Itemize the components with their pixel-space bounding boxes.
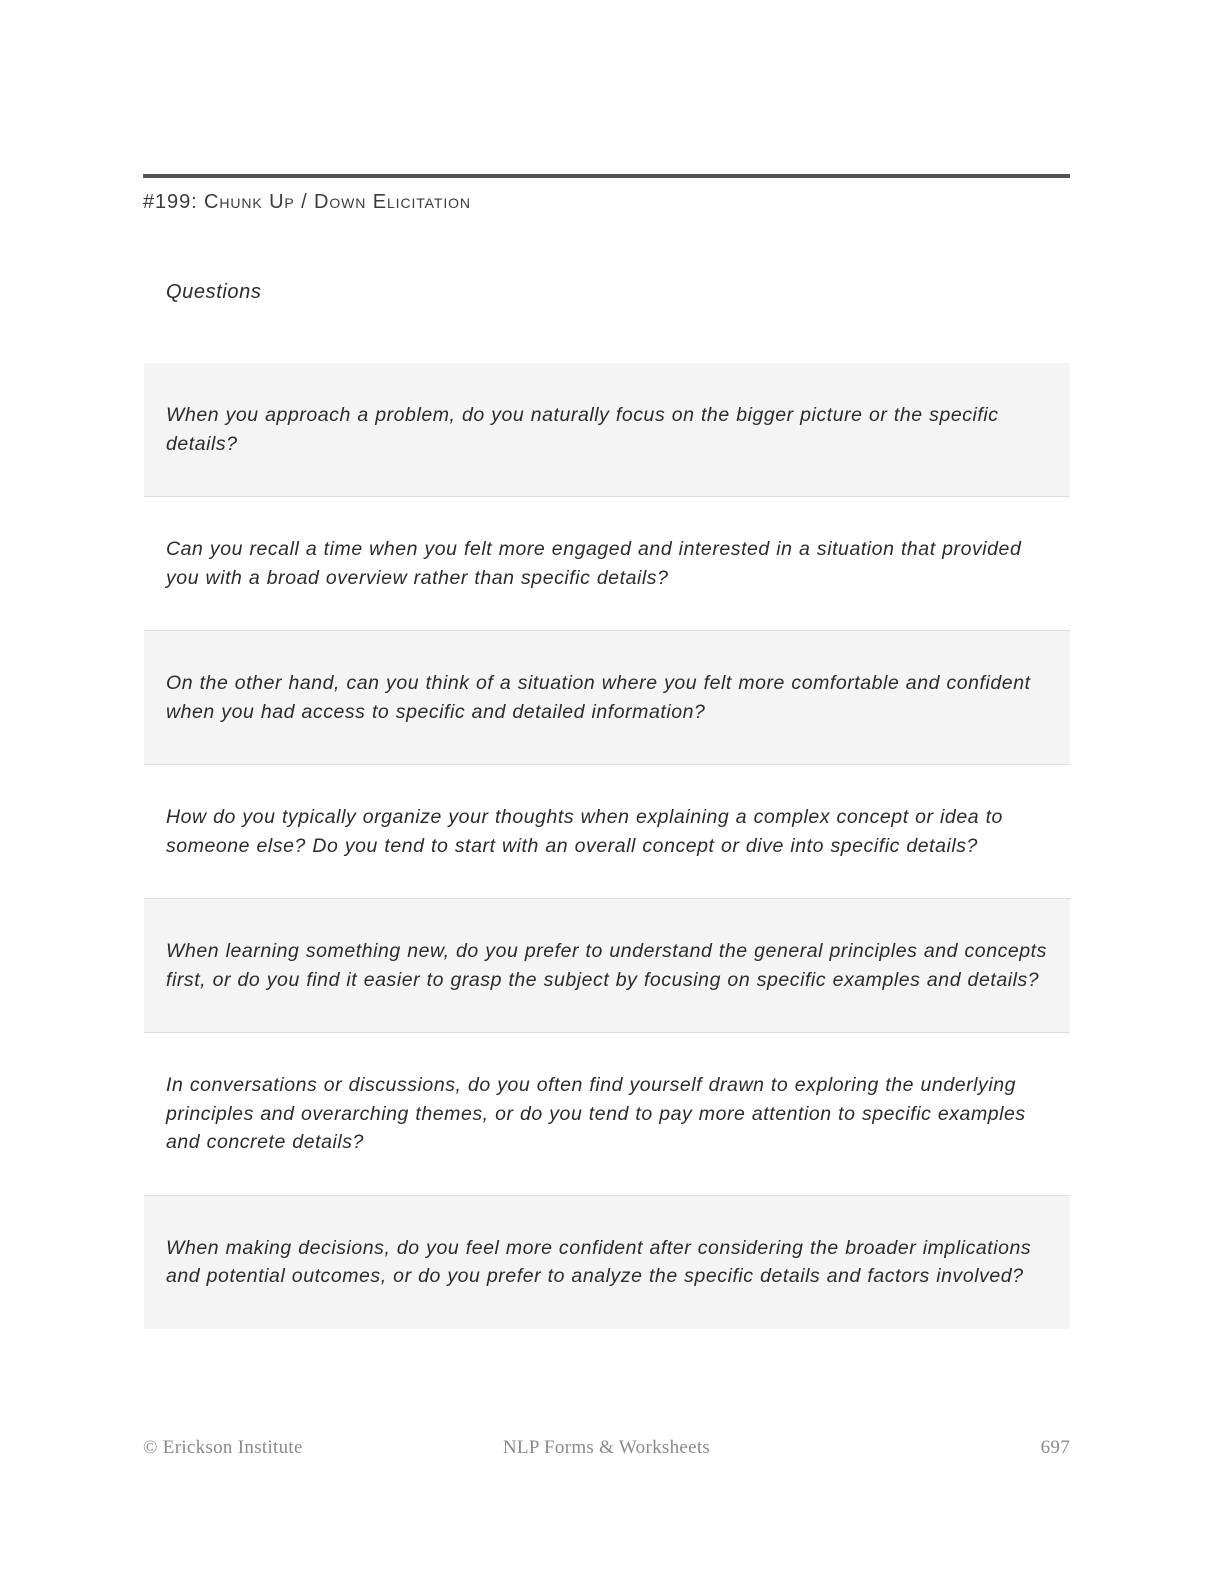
question-row — [144, 363, 1070, 496]
question-text: When learning something new, do you prefer to understand the general principles and concepts first, or do you find it easier to grasp the subject by focusing on specific examples and details? — [166, 940, 1047, 991]
question-text: In conversations or discussions, do you often find yourself drawn to exploring the underlying principles and overarching themes, or do you tend to pay more attention to specific examples and concrete details? — [166, 1074, 1026, 1153]
section-label-questions: Questions — [166, 281, 262, 303]
questions-list — [144, 363, 1070, 1329]
footer-title: NLP Forms & Worksheets — [502, 1437, 711, 1458]
question-row — [144, 1032, 1070, 1195]
question-row — [144, 764, 1070, 898]
footer-copyright: © Erickson Institute — [143, 1437, 303, 1458]
question-row — [144, 898, 1070, 1032]
question-text: When making decisions, do you feel more confident after considering the broader implications and potential outcomes, or do you prefer to analyze the specific details and factors involved? — [166, 1236, 1032, 1287]
question-text: When you approach a problem, do you naturally focus on the bigger picture or the specific details? — [166, 404, 999, 455]
question-text: Can you recall a time when you felt more engaged and interested in a situation that provided you with a broad overview rather than specific details? — [166, 538, 1022, 589]
page-header — [143, 174, 1070, 215]
question-text: How do you typically organize your thoughts when explaining a complex concept or idea to someone else? Do you tend to start with an overall concept or dive into specific details? — [166, 806, 1003, 857]
page-footer — [143, 1436, 1070, 1460]
footer-page-number: 697 — [1040, 1437, 1070, 1458]
header-rule — [143, 174, 1070, 178]
question-row — [144, 1195, 1070, 1329]
question-row — [144, 496, 1070, 630]
page-title: #199: Chunk Up / Down Elicitation — [143, 191, 471, 213]
question-text: On the other hand, can you think of a situation where you felt more comfortable and confident when you had access to specific and detailed information? — [166, 672, 1031, 723]
question-row — [144, 630, 1070, 764]
